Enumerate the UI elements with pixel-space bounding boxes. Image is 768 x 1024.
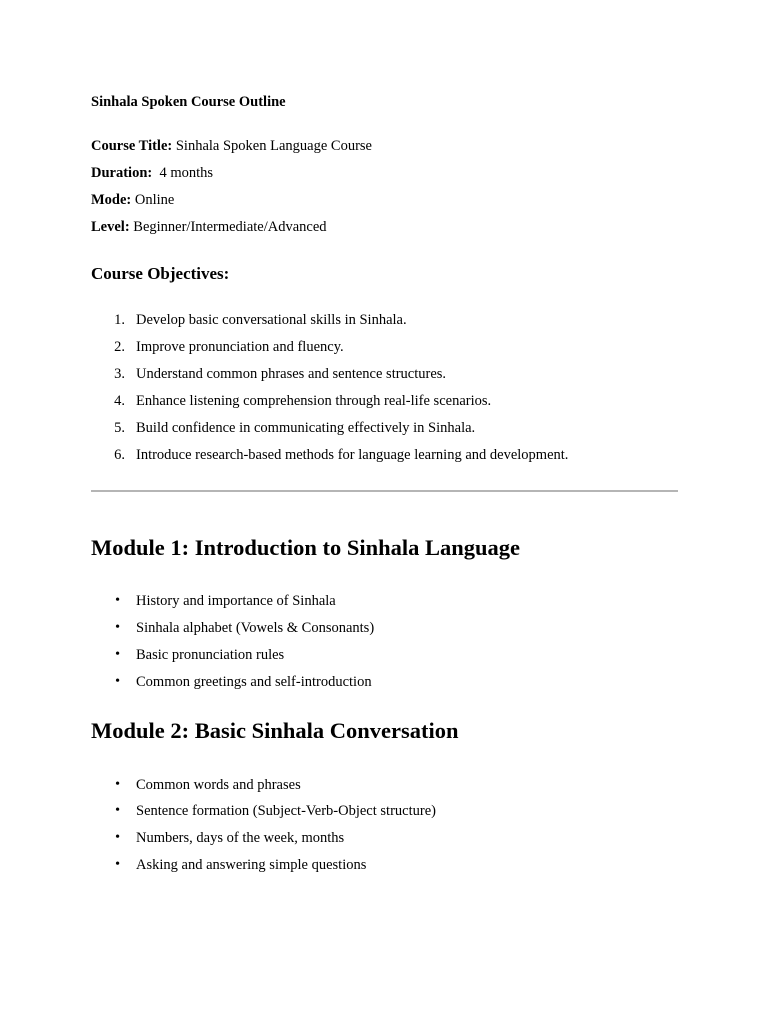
topic-text: Common greetings and self-introduction bbox=[136, 674, 372, 690]
bullet-icon: • bbox=[115, 593, 120, 608]
meta-label: Level: bbox=[91, 219, 130, 235]
meta-level bbox=[91, 218, 327, 236]
list-number: 3. bbox=[114, 366, 125, 382]
bullet-icon: • bbox=[115, 620, 120, 635]
meta-course-title bbox=[91, 137, 372, 155]
topic-text: Sentence formation (Subject-Verb-Object structure) bbox=[136, 803, 436, 819]
meta-label: Course Title: bbox=[91, 138, 173, 154]
bullet-icon: • bbox=[115, 857, 120, 872]
objectives-heading: Course Objectives: bbox=[91, 264, 230, 283]
topic-text: History and importance of Sinhala bbox=[136, 593, 336, 609]
bullet-icon: • bbox=[115, 647, 120, 662]
topic-text: Asking and answering simple questions bbox=[136, 857, 367, 873]
meta-value: 4 months bbox=[152, 165, 214, 181]
meta-value: Online bbox=[131, 192, 175, 208]
meta-label: Duration: bbox=[91, 165, 153, 181]
meta-duration bbox=[91, 164, 213, 182]
list-number: 5. bbox=[114, 420, 125, 436]
bullet-icon: • bbox=[115, 803, 120, 818]
list-number: 1. bbox=[114, 312, 125, 328]
objective-text: Introduce research-based methods for language learning and development. bbox=[136, 447, 569, 463]
bullet-icon: • bbox=[115, 777, 120, 792]
list-number: 2. bbox=[114, 339, 125, 355]
objective-text: Understand common phrases and sentence structures. bbox=[136, 366, 447, 382]
objective-text: Build confidence in communicating effectively in Sinhala. bbox=[136, 420, 476, 436]
bullet-icon: • bbox=[115, 830, 120, 845]
objective-text: Enhance listening comprehension through real-life scenarios. bbox=[136, 393, 492, 409]
module-1-heading: Module 1: Introduction to Sinhala Language bbox=[91, 535, 521, 560]
horizontal-rule bbox=[91, 490, 678, 492]
meta-value: Beginner/Intermediate/Advanced bbox=[129, 219, 327, 235]
objective-text: Develop basic conversational skills in Sinhala. bbox=[136, 312, 407, 328]
meta-mode bbox=[91, 191, 174, 209]
module-2-heading: Module 2: Basic Sinhala Conversation bbox=[91, 718, 459, 743]
list-number: 6. bbox=[114, 447, 125, 463]
meta-label: Mode: bbox=[91, 192, 132, 208]
topic-text: Sinhala alphabet (Vowels & Consonants) bbox=[136, 620, 375, 636]
document-title: Sinhala Spoken Course Outline bbox=[91, 94, 286, 110]
topic-text: Basic pronunciation rules bbox=[136, 647, 285, 663]
objective-text: Improve pronunciation and fluency. bbox=[136, 339, 344, 355]
topic-text: Numbers, days of the week, months bbox=[136, 830, 345, 846]
meta-value: Sinhala Spoken Language Course bbox=[172, 138, 372, 154]
topic-text: Common words and phrases bbox=[136, 777, 301, 793]
bullet-icon: • bbox=[115, 674, 120, 689]
list-number: 4. bbox=[114, 393, 125, 409]
